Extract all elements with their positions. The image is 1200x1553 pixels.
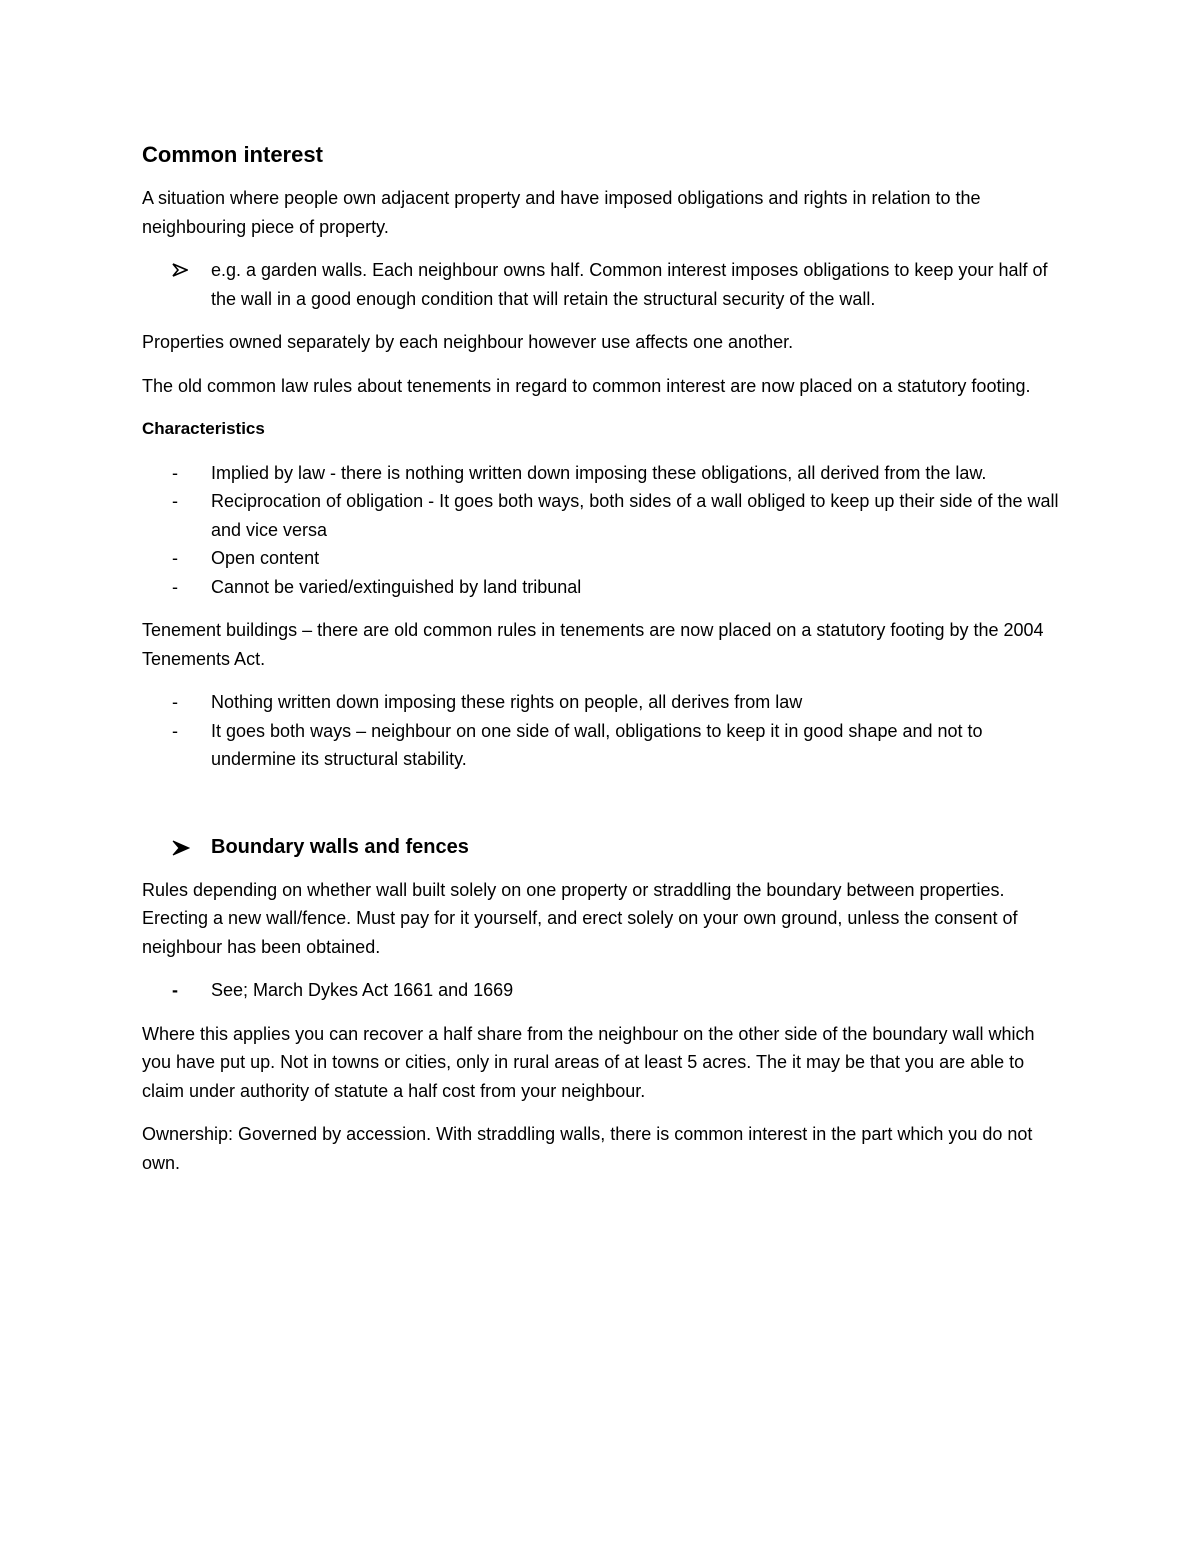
list-item xyxy=(142,573,1062,602)
characteristics-list xyxy=(142,459,1062,602)
dash-bullet: - xyxy=(172,980,178,1000)
dash-bullet: - xyxy=(172,462,178,483)
list-item xyxy=(142,487,1062,544)
where-paragraph: Where this applies you can recover a half share from the neighbour on the other side of the boundary wall which you have put up. Not in towns or cities, only in rural areas of at least 5 acres. The it may be that you are able to claim under authority of statute a half cost from your neighbour. xyxy=(142,1023,1035,1101)
list-item-text: Nothing written down imposing these rights on people, all derives from law xyxy=(211,692,803,712)
old-rules-paragraph: The old common law rules about tenements in regard to common interest are now placed on a statutory footing. xyxy=(142,375,1031,396)
tenement-list xyxy=(142,688,1062,774)
list-item xyxy=(142,976,1062,1005)
see-list xyxy=(142,976,1062,1005)
list-item-text: Open content xyxy=(211,548,320,568)
tenement-paragraph: Tenement buildings – there are old common rules in tenements are now placed on a statutory footing by the 2004 Tenements Act. xyxy=(142,620,1044,669)
list-item-text: Reciprocation of obligation - It goes both ways, both sides of a wall obliged to keep up their side of the wall and vice versa xyxy=(211,491,1059,540)
example-list xyxy=(142,256,1062,313)
list-item xyxy=(142,688,1062,717)
characteristics-heading: Characteristics xyxy=(142,419,265,438)
ownership-paragraph: Ownership: Governed by accession. With straddling walls, there is common interest in the part which you do not own. xyxy=(142,1124,1033,1173)
intro-paragraph: A situation where people own adjacent property and have imposed obligations and rights in relation to the neighbouring piece of property. xyxy=(142,188,981,237)
dash-bullet: - xyxy=(172,692,178,712)
list-item xyxy=(142,717,1062,774)
list-item xyxy=(142,459,1062,488)
list-item xyxy=(142,544,1062,573)
erecting-paragraph: Erecting a new wall/fence. Must pay for it yourself, and erect solely on your own ground, unless the consent of neighbour has been obtained. xyxy=(142,908,1018,957)
list-item-text: See; March Dykes Act 1661 and 1669 xyxy=(211,980,514,1000)
list-item-text: Implied by law - there is nothing written down imposing these obligations, all derived from the law. xyxy=(211,462,987,483)
example-text: e.g. a garden walls. Each neighbour owns half. Common interest imposes obligations to keep your half of the wall in a good enough condition that will retain the structural security of the wall. xyxy=(211,260,1048,309)
dash-bullet: - xyxy=(172,720,178,741)
list-item xyxy=(142,256,1062,313)
document-page xyxy=(142,140,1062,1192)
dash-bullet: - xyxy=(172,491,178,511)
dash-bullet: - xyxy=(172,548,178,568)
list-item-text: Cannot be varied/extinguished by land tribunal xyxy=(211,576,582,597)
dash-bullet: - xyxy=(172,576,178,597)
rules-paragraph: Rules depending on whether wall built solely on one property or straddling the boundary between properties. xyxy=(142,879,1005,900)
properties-paragraph: Properties owned separately by each neighbour however use affects one another. xyxy=(142,332,794,352)
boundary-walls-heading xyxy=(142,832,1062,862)
page-title: Common interest xyxy=(142,142,323,167)
section-heading-text: Boundary walls and fences xyxy=(211,835,469,858)
list-item-text: It goes both ways – neighbour on one side of wall, obligations to keep it in good shape and not to undermine its structural stability. xyxy=(211,720,983,769)
